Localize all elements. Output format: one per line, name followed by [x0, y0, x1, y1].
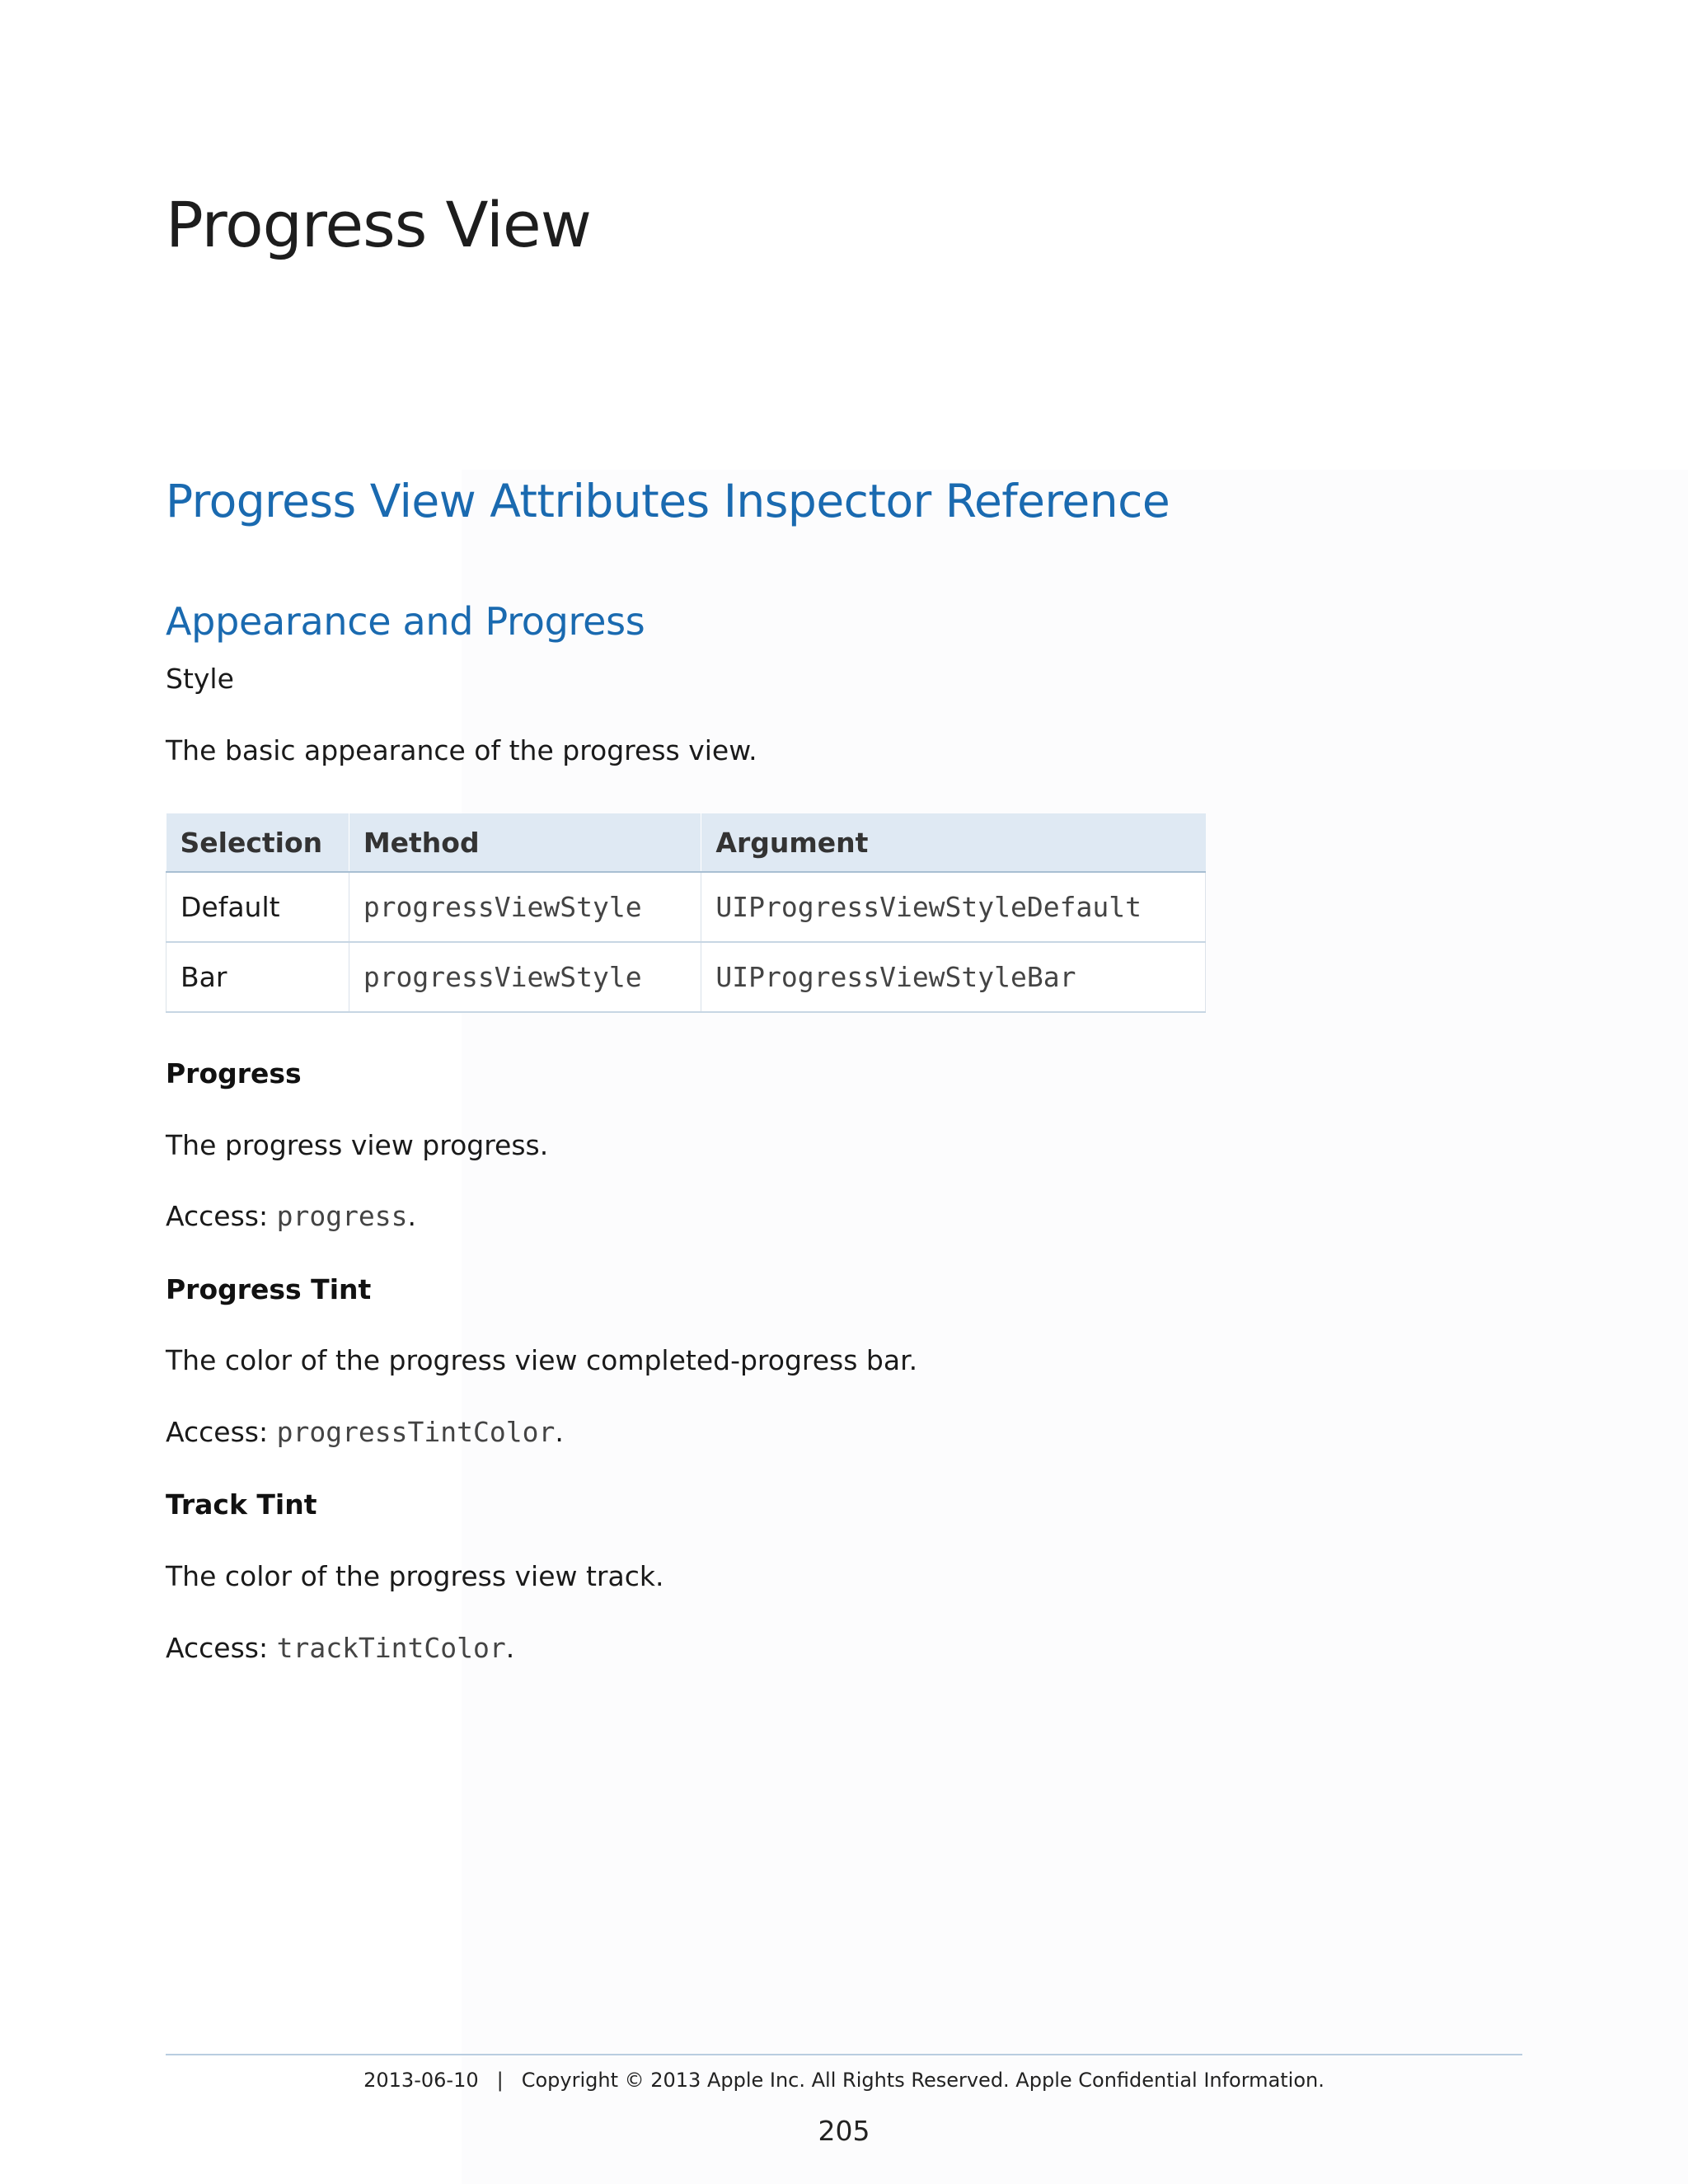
access-code: trackTintColor [276, 1632, 506, 1664]
footer-copyright: Copyright © 2013 Apple Inc. All Rights Reserved. Apple Confidential Information. [521, 2069, 1325, 2092]
table-cell-argument: UIProgressViewStyleBar [701, 942, 1206, 1012]
footer-separator: | [496, 2069, 504, 2092]
table-header-cell: Argument [701, 813, 1206, 872]
track-tint-access [166, 1632, 514, 1664]
style-description: The basic appearance of the progress view. [166, 734, 757, 766]
section-title: Progress View Attributes Inspector Reference [166, 475, 1170, 527]
access-period: . [407, 1200, 417, 1232]
style-heading: Style [166, 663, 234, 695]
access-period: . [505, 1632, 515, 1664]
progress-heading: Progress [166, 1057, 302, 1090]
table-cell-selection: Bar [166, 942, 349, 1012]
footer-date: 2013-06-10 [363, 2069, 479, 2092]
table-row [166, 872, 1206, 942]
table-cell-selection: Default [166, 872, 349, 942]
access-period: . [555, 1416, 564, 1448]
table-header-cell: Selection [166, 813, 349, 872]
access-label: Access: [166, 1416, 269, 1448]
progress-description: The progress view progress. [166, 1129, 549, 1161]
access-label: Access: [166, 1632, 269, 1664]
progress-tint-description: The color of the progress view completed-progress bar. [166, 1344, 918, 1376]
access-label: Access: [166, 1200, 269, 1232]
progress-access [166, 1200, 416, 1232]
page-background-shade [462, 470, 1688, 2184]
progress-tint-heading: Progress Tint [166, 1273, 372, 1305]
table-row [166, 942, 1206, 1012]
table-cell-method: progressViewStyle [349, 942, 701, 1012]
access-code: progress [276, 1200, 408, 1232]
table-cell-argument: UIProgressViewStyleDefault [701, 872, 1206, 942]
chapter-title: Progress View [166, 188, 591, 261]
progress-tint-access [166, 1416, 564, 1448]
track-tint-description: The color of the progress view track. [166, 1560, 664, 1592]
style-table [166, 813, 1206, 1013]
track-tint-heading: Track Tint [166, 1488, 317, 1521]
table-header-cell: Method [349, 813, 701, 872]
access-code: progressTintColor [276, 1416, 556, 1448]
footer [0, 2069, 1688, 2092]
subsection-title: Appearance and Progress [166, 599, 645, 644]
table-header-row [166, 813, 1206, 872]
page-number: 205 [818, 2115, 870, 2147]
footer-divider [166, 2054, 1522, 2055]
table-cell-method: progressViewStyle [349, 872, 701, 942]
